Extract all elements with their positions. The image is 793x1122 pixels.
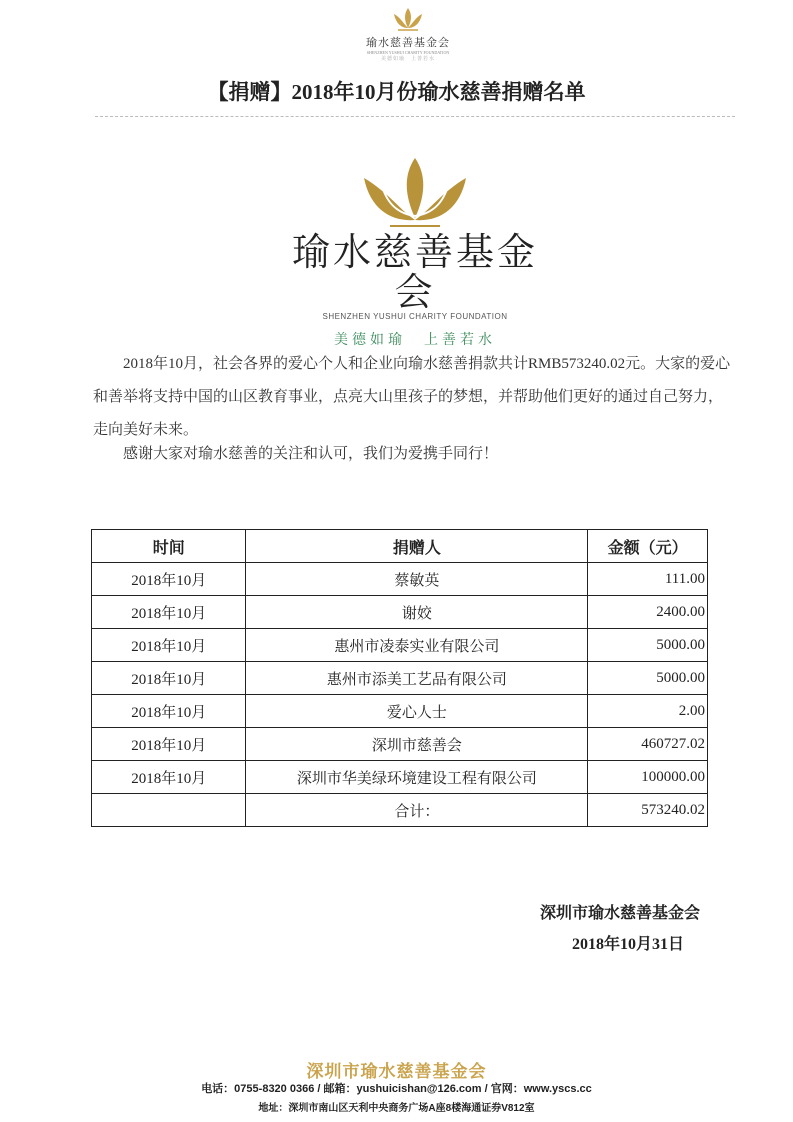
footer-address: 地址：深圳市南山区天利中央商务广场A座8楼海通证券V812室: [258, 1103, 535, 1114]
cell-amount: 5000.00: [588, 662, 708, 695]
cell-donor: 蔡敏英: [246, 563, 588, 596]
signature-org: 深圳市瑜水慈善基金会: [540, 905, 701, 922]
lotus-icon: [391, 6, 425, 32]
thanks-paragraph: 感谢大家对瑜水慈善的关注和认可，我们为爱携手同行！: [123, 446, 499, 462]
lotus-icon: [360, 156, 470, 230]
signature-date: 2018年10月31日: [572, 936, 685, 953]
table-header-row: [92, 530, 708, 563]
logo-org-en: SHENZHEN YUSHUI CHARITY FOUNDATION: [322, 312, 508, 321]
cell-time: 2018年10月: [92, 761, 246, 794]
cell-donor: 深圳市慈善会: [246, 728, 588, 761]
cell-donor: 爱心人士: [246, 695, 588, 728]
header-org-en: SHENZHEN YUSHUI CHARITY FOUNDATION: [366, 50, 450, 55]
cell-amount: 2.00: [588, 695, 708, 728]
table-row: [92, 629, 708, 662]
title-divider: [95, 116, 735, 117]
header-org-name: 瑜水慈善基金会: [366, 37, 450, 49]
cell-time: 2018年10月: [92, 629, 246, 662]
cell-empty: [92, 794, 246, 827]
table-row: [92, 728, 708, 761]
cell-total-label: 合计：: [246, 794, 588, 827]
header-amount: 金额（元）: [588, 530, 708, 563]
intro-paragraph: 2018年10月，社会各界的爱心个人和企业向瑜水慈善捐款共计RMB573240.02元。大家的爱心和善举将支持中国的山区教育事业，点亮大山里孩子的梦想，并帮助他们更好的通过自己努力，走向美好未来。: [93, 356, 731, 438]
cell-amount: 460727.02: [588, 728, 708, 761]
footer-contact: 电话：0755-8320 0366 / 邮箱：yushuicishan@126.com / 官网：www.yscs.cc: [201, 1083, 592, 1095]
cell-donor: 惠州市添美工艺品有限公司: [246, 662, 588, 695]
cell-amount: 100000.00: [588, 761, 708, 794]
table-row: [92, 695, 708, 728]
cell-time: 2018年10月: [92, 728, 246, 761]
cell-time: 2018年10月: [92, 695, 246, 728]
cell-time: 2018年10月: [92, 662, 246, 695]
logo-motto: 美德如瑜 上善若水: [334, 333, 496, 348]
cell-amount: 111.00: [588, 563, 708, 596]
footer-org: 深圳市瑜水慈善基金会: [306, 1062, 487, 1081]
foundation-logo: [290, 156, 540, 348]
cell-amount: 5000.00: [588, 629, 708, 662]
cell-donor: 深圳市华美绿环境建设工程有限公司: [246, 761, 588, 794]
header-donor: 捐赠人: [246, 530, 588, 563]
cell-donor: 惠州市凌泰实业有限公司: [246, 629, 588, 662]
cell-time: 2018年10月: [92, 596, 246, 629]
logo-org-name: 瑜水慈善基金会: [291, 230, 538, 314]
table-row: [92, 662, 708, 695]
table-row: [92, 563, 708, 596]
header-logo: [360, 6, 456, 68]
table-row: [92, 761, 708, 794]
cell-donor: 谢姣: [246, 596, 588, 629]
header-time: 时间: [92, 530, 246, 563]
donation-table: [91, 529, 708, 827]
cell-amount: 2400.00: [588, 596, 708, 629]
cell-time: 2018年10月: [92, 563, 246, 596]
table-total-row: [92, 794, 708, 827]
header-motto: 美德如瑜 上善若水: [380, 57, 435, 62]
cell-total-value: 573240.02: [588, 794, 708, 827]
table-row: [92, 596, 708, 629]
page-title: 【捐赠】2018年10月份瑜水慈善捐赠名单: [207, 80, 586, 104]
